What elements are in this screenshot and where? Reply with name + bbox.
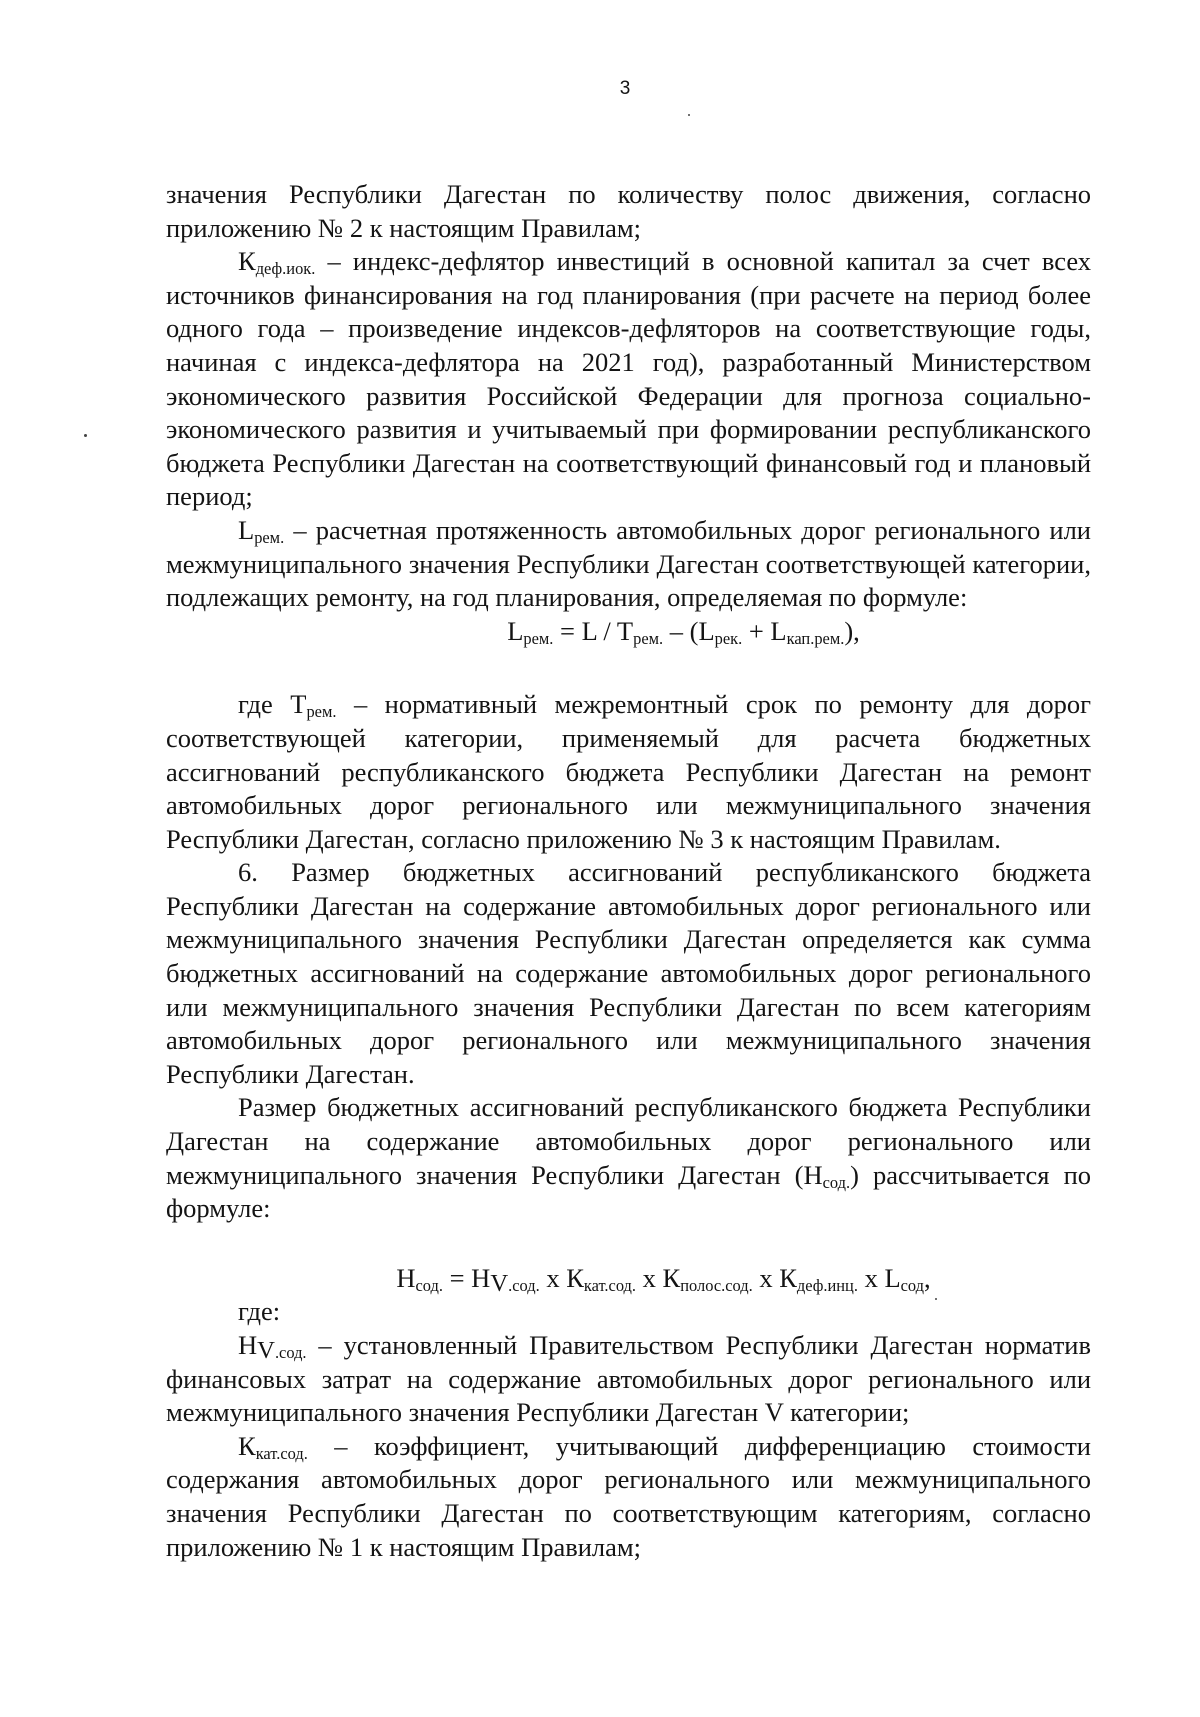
page-number: 3 xyxy=(619,78,631,99)
paragraph-k-deflator: $К_{деф.иок.}$ – индекс-дефлятор инвестиций в основной капитал за счет всех источников финансирования на год планирования (при расчете на период более одного года – произведение индексов-дефляторов на соответствующие годы, начиная с индекса-дефлятора на 2021 год), разработанный Министерством экономического развития Российской Федерации для прогноза социально-экономического развития и учитываемый при формировании республиканского бюджета Республики Дагестан на соответствующий финансовый год и плановый период; xyxy=(166,246,1091,512)
paragraph-k-category: $К_{кат.сод.}$ – коэффициент, учитывающий дифференциацию стоимости содержания автомобильных дорог регионального или межмуниципального значения Республики Дагестан по соответствующим категориям, согласно приложению № 1 к настоящим Правилам; xyxy=(166,1430,1091,1562)
paragraph-h-norm: $Н_{V.сод.}$ – установленный Правительством Республики Дагестан норматив финансовых затрат на содержание автомобильных дорог регионального или межмуниципального значения Республики Дагестан V категории; xyxy=(166,1330,1091,1428)
scan-speck xyxy=(688,114,690,116)
scan-speck xyxy=(84,434,87,437)
document-body xyxy=(166,178,1091,1564)
formula-maintenance: $Н_{сод.} = Н_{V.сод.}$ x $К_{кат.сод.}$ x $К_{полос.сод.}$ x $К_{деф.инц.}$ x $L_{сод}$, xyxy=(396,1262,931,1297)
paragraph-where: где: xyxy=(238,1296,281,1327)
paragraph-l-repair: $L_{рем.}$ – расчетная протяженность автомобильных дорог регионального или межмуниципального значения Республики Дагестан соответствующей категории, подлежащих ремонту, на год планирования, определяемая по формуле: xyxy=(166,514,1091,613)
paragraph-continuation: значения Республики Дагестан по количеству полос движения, согласно приложению № 2 к настоящим Правилам; xyxy=(166,179,1091,243)
paragraph-t-repair: где $Т_{рем.}$ – нормативный межремонтный срок по ремонту для дорог соответствующей категории, применяемый для расчета бюджетных ассигнований республиканского бюджета Республики Дагестан на ремонт автомобильных дорог регионального или межмуниципального значения Республики Дагестан, согласно приложению № 3 к настоящим Правилам. xyxy=(166,689,1092,854)
formula-repair-length: $L_{рем.} = L / T_{рем.} - (L_{рек.} + L_{кап.рем.})$, xyxy=(507,615,860,648)
paragraph-maintenance-size: Размер бюджетных ассигнований республиканского бюджета Республики Дагестан на содержание автомобильных дорог регионального или межмуниципального значения Республики Дагестан $(Н_{сод.})$ рассчитывается по формуле: xyxy=(166,1092,1092,1224)
paragraph-item-6: 6. Размер бюджетных ассигнований республиканского бюджета Республики Дагестан на содержание автомобильных дорог регионального или межмуниципального значения Республики Дагестан определяется как сумма бюджетных ассигнований на содержание автомобильных дорог регионального или межмуниципального значения Республики Дагестан по всем категориям автомобильных дорог регионального или межмуниципального значения Республики Дагестан. xyxy=(166,857,1091,1089)
